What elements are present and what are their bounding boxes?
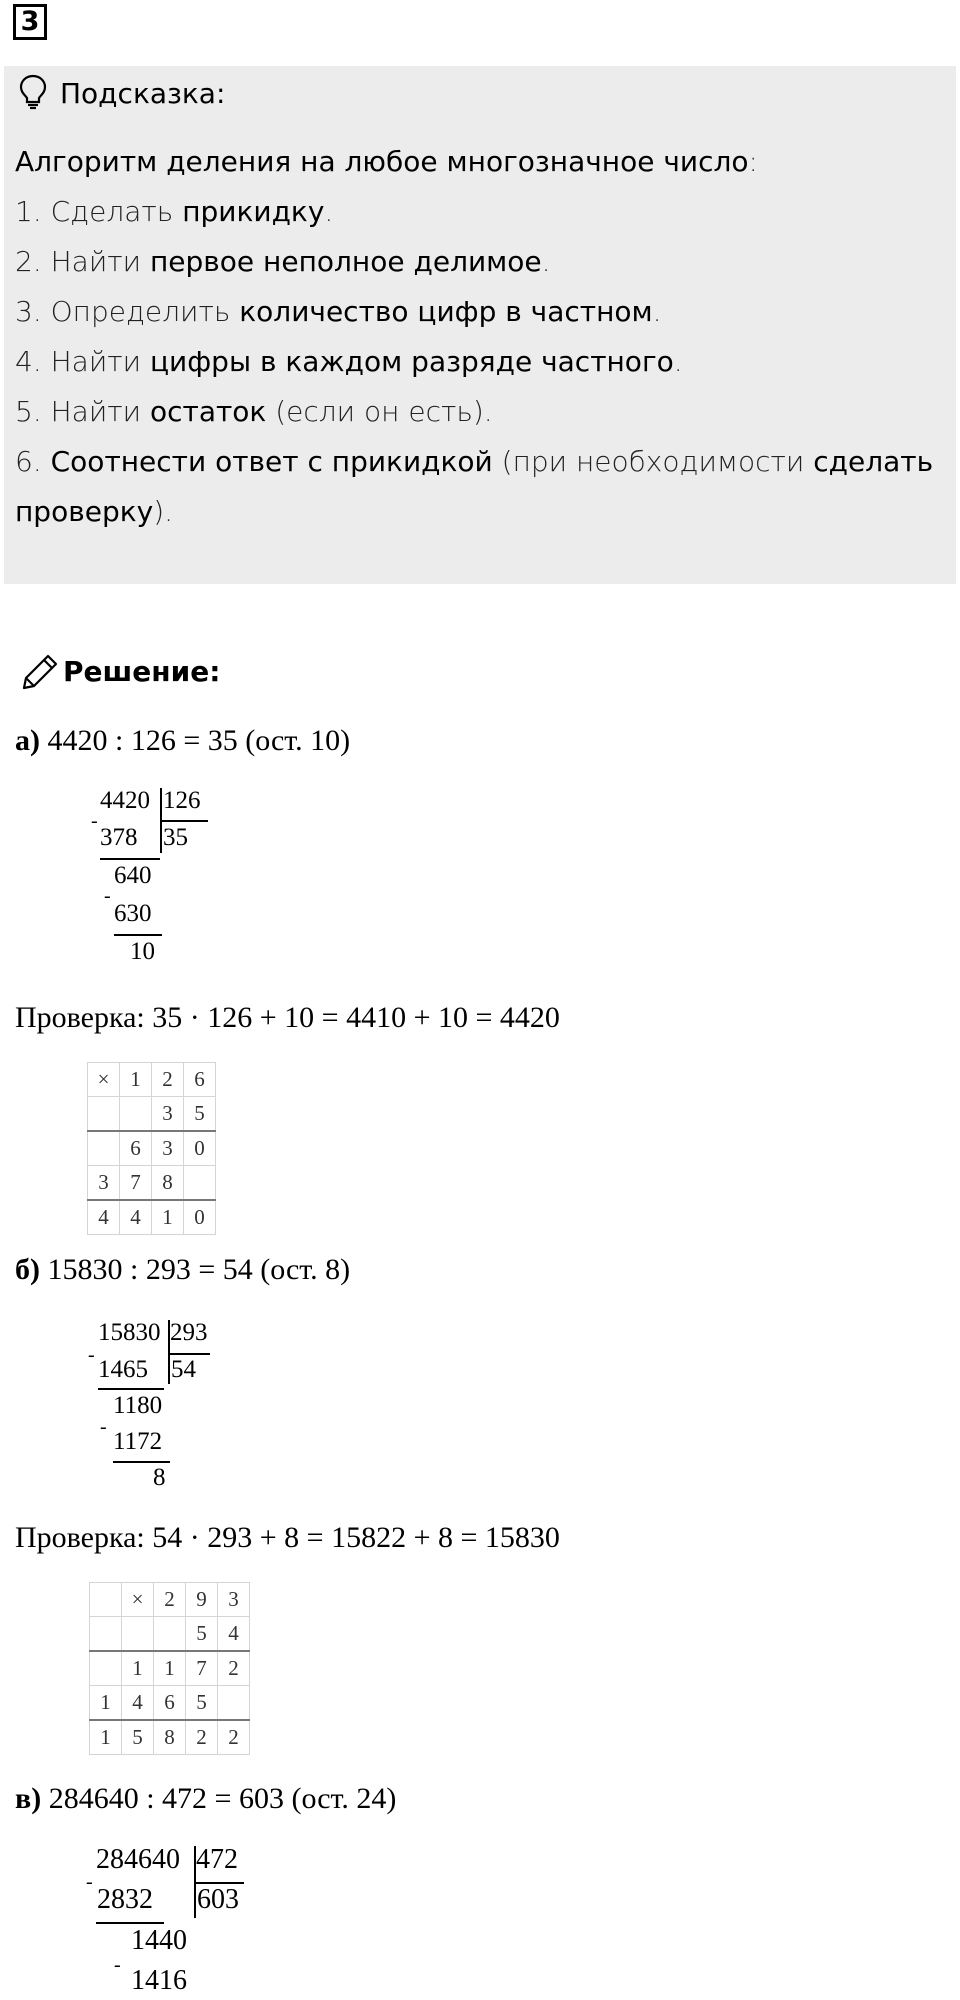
table-cell: 3 [88, 1166, 120, 1201]
div-c-rem1: 1440 [131, 1925, 187, 1956]
div-a-minus-2: - [104, 885, 111, 907]
table-row [88, 1063, 216, 1097]
task-a-label: а) [15, 724, 40, 757]
hint-title: Подсказка: [60, 77, 226, 110]
hint-step-6-key2: сделать [813, 445, 934, 478]
table-cell: 8 [154, 1720, 186, 1755]
div-a-divisor: 126 [163, 787, 201, 814]
table-cell [90, 1617, 122, 1652]
hint-step-3-key: количество цифр в частном [239, 295, 653, 328]
div-c-divisor: 472 [196, 1844, 238, 1875]
div-a-line-2 [114, 934, 162, 936]
table-cell: 0 [184, 1200, 216, 1235]
task-b-label: б) [15, 1253, 40, 1286]
hint-step-1-suffix: . [324, 195, 334, 228]
table-cell: 5 [122, 1720, 154, 1755]
task-c-label: в) [15, 1782, 42, 1815]
lightbulb-icon [18, 74, 48, 110]
hint-step-4-suffix: . [673, 345, 683, 378]
hint-line-intro [15, 140, 758, 184]
hint-step-3-prefix: 3. Определить [15, 295, 240, 328]
table-cell: × [122, 1583, 154, 1617]
task-b-check: Проверка: 54 · 293 + 8 = 15822 + 8 = 15830 [15, 1521, 560, 1554]
hint-step-6 [15, 440, 933, 484]
hint-step-6-prefix: 6. [15, 445, 51, 478]
table-cell: 8 [152, 1166, 184, 1201]
table-cell: 3 [218, 1583, 250, 1617]
table-cell: 7 [186, 1651, 218, 1686]
table-cell: 1 [122, 1651, 154, 1686]
table-cell: 3 [152, 1097, 184, 1132]
hint-step-2 [15, 240, 551, 284]
hint-step-6-key3: проверку [15, 495, 154, 528]
table-cell: 9 [186, 1583, 218, 1617]
hint-step-1-prefix: 1. Сделать [15, 195, 183, 228]
table-cell: 0 [184, 1131, 216, 1166]
hint-intro-colon: : [748, 145, 758, 178]
table-cell: 1 [90, 1686, 122, 1721]
table-cell: 2 [186, 1720, 218, 1755]
table-cell: 3 [152, 1131, 184, 1166]
div-a-sub2: 630 [114, 900, 152, 927]
hint-step-2-key: первое неполное делимое [149, 245, 542, 278]
table-row [88, 1097, 216, 1132]
pencil-icon [20, 652, 60, 692]
div-a-dividend: 4420 [100, 787, 150, 814]
task-a-expression [15, 721, 350, 761]
table-cell [88, 1097, 120, 1132]
task-c-expression [15, 1779, 396, 1819]
table-cell: 7 [120, 1166, 152, 1201]
hint-step-6-cont [15, 490, 173, 534]
div-b-divisor: 293 [170, 1319, 208, 1346]
hint-step-6-middle: (при необходимости [492, 445, 814, 478]
table-cell: 6 [184, 1063, 216, 1097]
table-cell: 5 [186, 1686, 218, 1721]
div-b-line-1 [98, 1388, 164, 1390]
table-cell: 4 [218, 1617, 250, 1652]
table-cell [184, 1166, 216, 1201]
div-b-sub1: 1465 [98, 1356, 148, 1383]
table-row [90, 1583, 250, 1617]
table-cell: 2 [154, 1583, 186, 1617]
div-c-dividend: 284640 [96, 1844, 180, 1875]
hint-step-5-suffix: (если он есть). [266, 395, 493, 428]
table-cell: 1 [154, 1651, 186, 1686]
hint-step-2-suffix: . [541, 245, 551, 278]
table-cell: 5 [186, 1617, 218, 1652]
hint-step-5-prefix: 5. Найти [15, 395, 150, 428]
hint-step-4 [15, 340, 683, 384]
table-cell: 4 [88, 1200, 120, 1235]
table-row [88, 1200, 216, 1235]
hint-intro-text: Алгоритм деления на любое многозначное число [15, 145, 749, 178]
div-b-rem1: 1180 [113, 1392, 163, 1419]
task-b-multiplication-table [89, 1582, 250, 1755]
hint-step-2-prefix: 2. Найти [15, 245, 150, 278]
div-b-sub2: 1172 [113, 1428, 163, 1455]
table-cell: 4 [120, 1200, 152, 1235]
div-b-remainder: 8 [153, 1464, 166, 1491]
hint-step-4-prefix: 4. Найти [15, 345, 150, 378]
hint-step-5-key: остаток [149, 395, 267, 428]
task-c-expr: 284640 : 472 = 603 (ост. 24) [48, 1782, 397, 1815]
task-number-badge: 3 [13, 4, 47, 40]
hint-step-6-end: ). [153, 495, 174, 528]
table-row [88, 1131, 216, 1166]
task-b-expression [15, 1250, 350, 1290]
hint-step-3-suffix: . [652, 295, 662, 328]
div-c-minus-1: - [86, 1871, 93, 1893]
div-c-line-1 [96, 1922, 164, 1924]
div-c-quotient: 603 [197, 1884, 239, 1915]
div-a-sub1: 378 [100, 824, 138, 851]
table-cell [218, 1686, 250, 1721]
table-cell: 6 [120, 1131, 152, 1166]
div-b-dividend: 15830 [98, 1319, 161, 1346]
solution-title: Решение: [63, 655, 221, 688]
div-a-quotient: 35 [163, 824, 188, 851]
table-row [90, 1686, 250, 1721]
table-cell [90, 1583, 122, 1617]
hint-step-1-key: прикидку [182, 195, 325, 228]
div-c-sub1: 2832 [97, 1884, 153, 1915]
div-c-minus-2: - [114, 1954, 121, 1976]
task-b-expr: 15830 : 293 = 54 (ост. 8) [47, 1253, 351, 1286]
hint-step-4-key: цифры в каждом разряде частного [149, 345, 674, 378]
table-cell [122, 1617, 154, 1652]
div-a-quotient-line [160, 820, 208, 822]
table-row [90, 1651, 250, 1686]
table-cell: × [88, 1063, 120, 1097]
div-a-minus-1: - [91, 810, 98, 832]
table-cell: 6 [154, 1686, 186, 1721]
table-cell [88, 1131, 120, 1166]
table-cell: 1 [152, 1200, 184, 1235]
div-b-minus-1: - [88, 1344, 95, 1366]
div-a-remainder: 10 [130, 938, 155, 965]
table-cell [120, 1097, 152, 1132]
table-cell: 1 [120, 1063, 152, 1097]
table-cell: 2 [152, 1063, 184, 1097]
table-row [90, 1720, 250, 1755]
div-c-sub2: 1416 [131, 1965, 187, 1996]
table-cell: 5 [184, 1097, 216, 1132]
task-a-expr: 4420 : 126 = 35 (ост. 10) [47, 724, 351, 757]
table-cell [154, 1617, 186, 1652]
table-cell: 2 [218, 1720, 250, 1755]
table-cell: 2 [218, 1651, 250, 1686]
table-cell [90, 1651, 122, 1686]
div-b-quotient: 54 [171, 1356, 196, 1383]
div-a-rem1: 640 [114, 862, 152, 889]
div-a-line-1 [100, 858, 160, 860]
hint-step-1 [15, 190, 333, 234]
table-row [90, 1617, 250, 1652]
table-row [88, 1166, 216, 1201]
hint-step-3 [15, 290, 662, 334]
table-cell: 1 [90, 1720, 122, 1755]
hint-step-5 [15, 390, 493, 434]
task-a-multiplication-table [87, 1062, 216, 1235]
div-b-minus-2: - [100, 1416, 107, 1438]
task-a-check: Проверка: 35 · 126 + 10 = 4410 + 10 = 4420 [15, 1001, 560, 1034]
div-b-vertical-bar [168, 1320, 170, 1384]
hint-step-6-key: Соотнести ответ с прикидкой [50, 445, 493, 478]
table-cell: 4 [122, 1686, 154, 1721]
